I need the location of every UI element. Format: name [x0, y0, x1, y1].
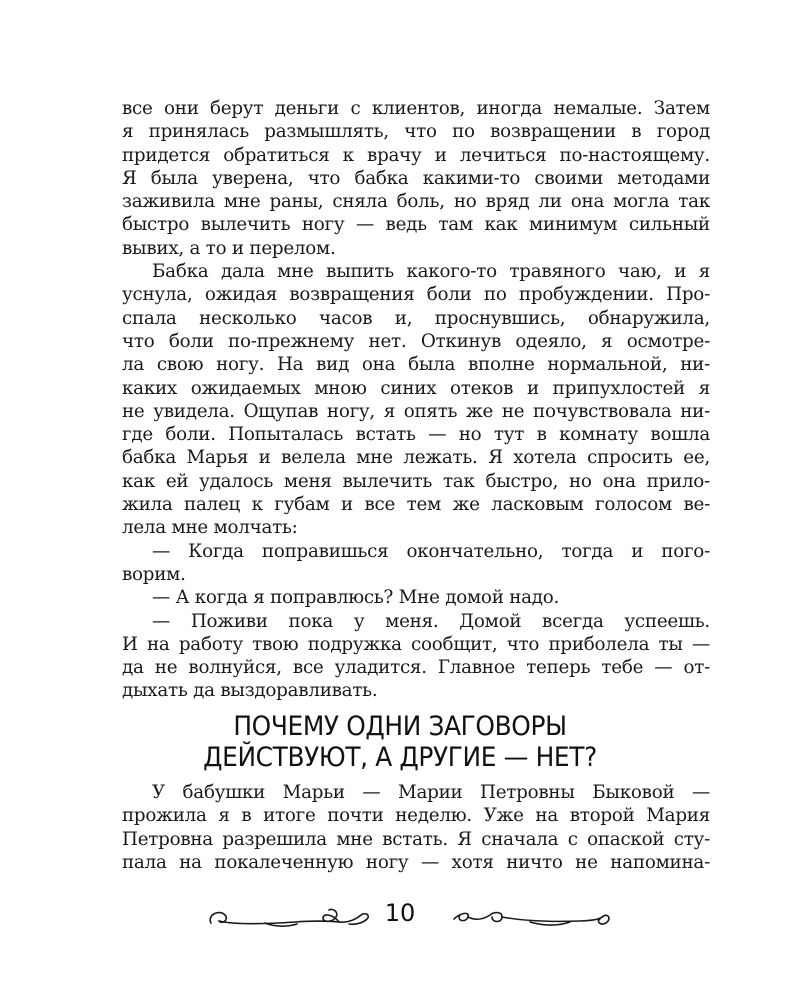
text-line: — Поживи пока у меня. Домой всегда успеешь. — [152, 610, 710, 632]
text-line: И на работу твою подружка сообщит, что приболела ты — — [122, 633, 710, 655]
text-line: бабка Марья и велела мне лежать. Я хотела спросить ее, — [122, 447, 710, 469]
text-line: Петровна разрешила мне встать. Я сначала с опаской сту- — [122, 828, 710, 850]
text-line: вывих, а то и перелом. — [122, 237, 336, 259]
text-line: У бабушки Марьи — Марии Петровны Быковой — — [152, 782, 710, 803]
text-line: дыхать да выздоравливать. — [122, 680, 378, 702]
text-line: спала несколько часов и, проснувшись, обнаружила, — [122, 307, 710, 329]
text-line: придется обратиться к врачу и лечиться по-настоящему. — [122, 144, 710, 166]
text-line: лела мне молчать: — [122, 517, 298, 539]
text-line: где боли. Попыталась встать — но тут в комнату вошла — [122, 424, 710, 446]
text-line: — Когда поправишься окончательно, тогда и пого- — [152, 540, 710, 562]
paragraph — [122, 260, 710, 540]
text-line: — А когда я поправлюсь? Мне домой надо. — [152, 587, 560, 609]
heading-line: ПОЧЕМУ ОДНИ ЗАГОВОРЫ — [233, 711, 567, 742]
body-text-top — [122, 97, 710, 703]
text-line: как ей удалось меня вылечить так быстро, но она прило- — [122, 470, 710, 492]
text-line: жила палец к губам и все тем же ласковым голосом ве- — [122, 494, 710, 516]
heading-line: ДЕЙСТВУЮТ, А ДРУГИЕ — НЕТ? — [203, 742, 597, 773]
dialogue-paragraph — [122, 586, 710, 609]
paragraph — [122, 97, 710, 260]
text-line: я принялась размышлять, что по возвращении в город — [122, 121, 710, 143]
page-number: 10 — [384, 899, 416, 927]
text-line: Бабка дала мне выпить какого-то травяного чаю, и я — [152, 261, 710, 283]
page-footer — [0, 895, 800, 945]
text-line: быстро вылечить ногу — ведь там как минимум сильный — [122, 214, 710, 236]
text-line: не увидела. Ощупав ногу, я опять же не почувствовала ни- — [122, 400, 710, 422]
text-line: что боли по-прежнему нет. Откинув одеяло, я осмотре- — [122, 330, 710, 352]
text-line: заживила мне раны, сняла боль, но вряд ли она могла так — [122, 191, 710, 213]
text-line: да не волнуйся, все уладится. Главное теперь тебе — от- — [122, 657, 710, 679]
text-line: прожила я в итоге почти неделю. Уже на второй Мария — [122, 805, 710, 827]
paragraph — [122, 781, 710, 874]
text-line: ворим. — [122, 563, 186, 585]
left-flourish-ornament — [205, 901, 375, 937]
text-line: каких ожидаемых мною синих отеков и припухлостей я — [122, 377, 710, 399]
right-flourish-ornament — [440, 901, 615, 937]
dialogue-paragraph — [122, 610, 710, 703]
section-heading — [0, 711, 800, 773]
text-line: все они берут деньги с клиентов, иногда немалые. Затем — [122, 98, 710, 119]
text-line: Я была уверена, что бабка какими-то своими методами — [122, 167, 710, 189]
text-line: уснула, ожидая возвращения боли по пробуждении. Про- — [122, 284, 710, 306]
text-line: ла свою ногу. На вид она была вполне нормальной, ни- — [122, 354, 710, 376]
text-line: пала на покалеченную ногу — хотя ничто не напомина- — [122, 851, 710, 873]
body-text-bottom — [122, 781, 710, 874]
dialogue-paragraph — [122, 540, 710, 587]
